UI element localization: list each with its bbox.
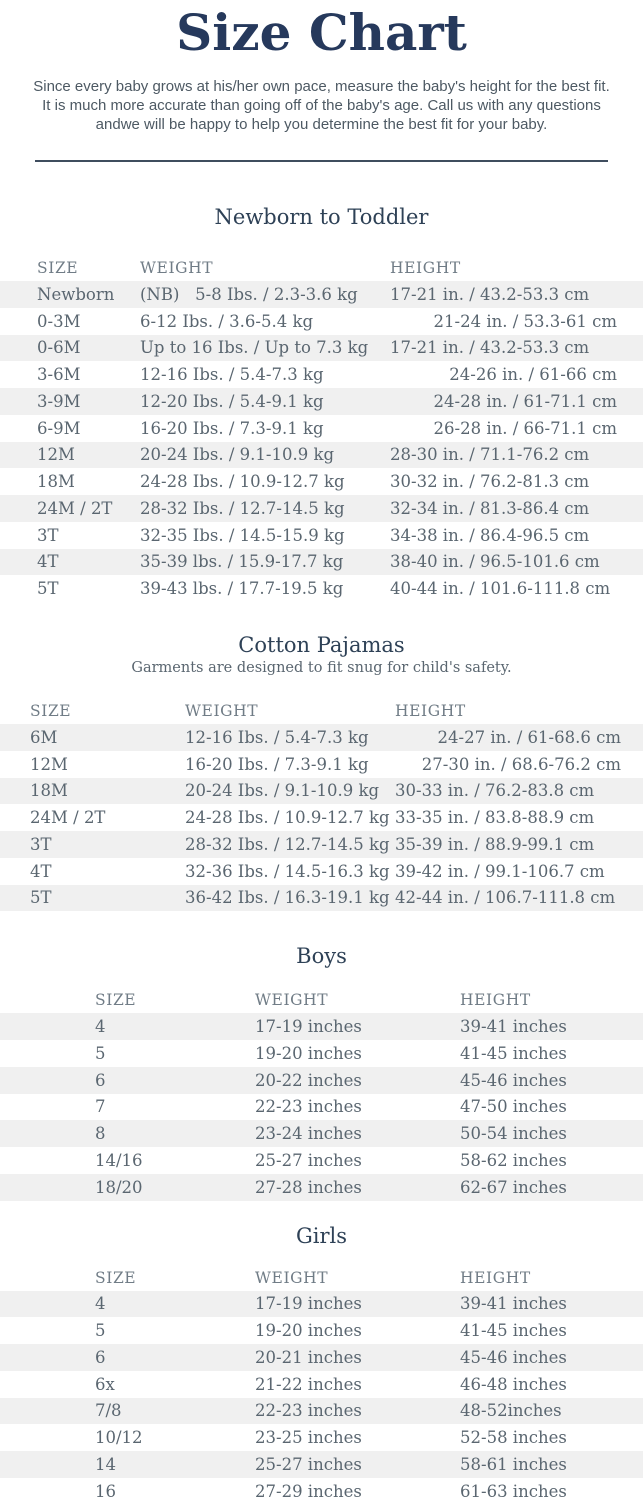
table-row bbox=[0, 1317, 643, 1344]
size-cell: 6-9M bbox=[37, 418, 81, 438]
height-cell: 38-40 in. / 96.5-101.6 cm bbox=[390, 552, 600, 572]
height-cell: 41-45 inches bbox=[460, 1321, 567, 1341]
column-header-size: SIZE bbox=[95, 1268, 137, 1287]
height-cell: 34-38 in. / 86.4-96.5 cm bbox=[390, 525, 590, 545]
table-row bbox=[0, 1147, 643, 1174]
size-tables bbox=[0, 204, 643, 1505]
table-row bbox=[0, 858, 643, 885]
table-row bbox=[0, 415, 643, 442]
table-row bbox=[0, 1040, 643, 1067]
size-cell: 18M bbox=[37, 472, 75, 492]
weight-cell: 25-27 inches bbox=[255, 1150, 362, 1170]
height-cell: 46-48 inches bbox=[460, 1374, 567, 1394]
column-header-weight: WEIGHT bbox=[255, 1268, 329, 1287]
table-row bbox=[0, 388, 643, 415]
size-cell: 6 bbox=[95, 1070, 106, 1090]
table-row bbox=[0, 724, 643, 751]
column-header-weight: WEIGHT bbox=[140, 259, 214, 277]
weight-cell: 19-20 inches bbox=[255, 1043, 362, 1063]
weight-cell: 32-36 Ibs. / 14.5-16.3 kg bbox=[185, 861, 390, 881]
weight-cell: Up to 16 Ibs. / Up to 7.3 kg bbox=[140, 338, 369, 358]
weight-cell: 12-20 Ibs. / 5.4-9.1 kg bbox=[140, 391, 324, 411]
height-cell: 50-54 inches bbox=[460, 1124, 567, 1144]
height-cell: 40-44 in. / 101.6-111.8 cm bbox=[390, 579, 611, 599]
table-row bbox=[0, 1478, 643, 1505]
table-row bbox=[0, 1398, 643, 1425]
column-header-height: HEIGHT bbox=[395, 702, 466, 720]
weight-cell: (NB) 5-8 Ibs. / 2.3-3.6 kg bbox=[140, 284, 358, 304]
weight-cell: 20-24 Ibs. / 9.1-10.9 kg bbox=[185, 781, 380, 801]
table-row bbox=[0, 1013, 643, 1040]
size-cell: 3-6M bbox=[37, 365, 81, 385]
height-cell: 21-24 in. / 53.3-61 cm bbox=[433, 311, 617, 331]
weight-cell: 22-23 inches bbox=[255, 1401, 362, 1421]
height-cell: 61-63 inches bbox=[460, 1481, 567, 1501]
table-row bbox=[0, 468, 643, 495]
weight-cell: 12-16 Ibs. / 5.4-7.3 kg bbox=[185, 727, 369, 747]
weight-cell: 25-27 inches bbox=[255, 1454, 362, 1474]
intro-text bbox=[0, 77, 643, 134]
height-cell: 26-28 in. / 66-71.1 cm bbox=[433, 418, 617, 438]
size-cell: 24M / 2T bbox=[37, 498, 113, 518]
table-row bbox=[0, 1120, 643, 1147]
intro-line: andwe will be happy to help you determine the best fit for your baby. bbox=[95, 116, 548, 133]
size-cell: 4 bbox=[95, 1294, 106, 1314]
height-cell: 27-30 in. / 68.6-76.2 cm bbox=[421, 754, 621, 774]
column-header-weight: WEIGHT bbox=[185, 702, 259, 720]
table-row bbox=[0, 831, 643, 858]
weight-cell: 22-23 inches bbox=[255, 1097, 362, 1117]
weight-cell: 16-20 Ibs. / 7.3-9.1 kg bbox=[140, 418, 324, 438]
size-cell: 5T bbox=[37, 579, 59, 599]
weight-cell: 16-20 Ibs. / 7.3-9.1 kg bbox=[185, 754, 369, 774]
section-cotton-pajamas bbox=[0, 632, 643, 911]
height-cell: 32-34 in. / 81.3-86.4 cm bbox=[390, 498, 590, 518]
table-row bbox=[0, 778, 643, 805]
weight-cell: 28-32 Ibs. / 12.7-14.5 kg bbox=[140, 498, 345, 518]
intro-line: It is much more accurate than going off of the baby's age. Call us with any questions bbox=[42, 97, 601, 114]
height-cell: 58-62 inches bbox=[460, 1150, 567, 1170]
height-cell: 48-52inches bbox=[460, 1401, 562, 1421]
column-header-size: SIZE bbox=[37, 259, 79, 277]
intro-line: Since every baby grows at his/her own pace, measure the baby's height for the best fit. bbox=[33, 78, 610, 95]
height-cell: 47-50 inches bbox=[460, 1097, 567, 1117]
weight-cell: 23-24 inches bbox=[255, 1124, 362, 1144]
height-cell: 35-39 in. / 88.9-99.1 cm bbox=[395, 834, 595, 854]
size-cell: 4T bbox=[37, 552, 59, 572]
size-cell: 0-6M bbox=[37, 338, 81, 358]
height-cell: 42-44 in. / 106.7-111.8 cm bbox=[395, 888, 616, 908]
table-header-row bbox=[0, 1265, 643, 1291]
table-row bbox=[0, 885, 643, 912]
height-cell: 39-42 in. / 99.1-106.7 cm bbox=[395, 861, 605, 881]
size-cell: 10/12 bbox=[95, 1428, 143, 1448]
weight-cell: 28-32 Ibs. / 12.7-14.5 kg bbox=[185, 834, 390, 854]
section-heading-boys: Boys bbox=[296, 944, 347, 969]
height-cell: 24-26 in. / 61-66 cm bbox=[449, 365, 617, 385]
height-cell: 39-41 inches bbox=[460, 1294, 567, 1314]
size-cell: 5T bbox=[30, 888, 52, 908]
table-row bbox=[0, 308, 643, 335]
weight-cell: 12-16 Ibs. / 5.4-7.3 kg bbox=[140, 365, 324, 385]
height-cell: 52-58 inches bbox=[460, 1428, 567, 1448]
weight-cell: 20-24 Ibs. / 9.1-10.9 kg bbox=[140, 445, 335, 465]
height-cell: 17-21 in. / 43.2-53.3 cm bbox=[390, 284, 590, 304]
size-cell: 7 bbox=[95, 1097, 106, 1117]
section-subtitle-cotton-pajamas: Garments are designed to fit snug for child's safety. bbox=[131, 660, 512, 676]
weight-cell: 17-19 inches bbox=[255, 1294, 362, 1314]
height-cell: 62-67 inches bbox=[460, 1177, 567, 1197]
table-row bbox=[0, 281, 643, 308]
table-header-row bbox=[0, 698, 643, 724]
table-header-row bbox=[0, 987, 643, 1013]
table-row bbox=[0, 361, 643, 388]
weight-cell: 17-19 inches bbox=[255, 1017, 362, 1037]
size-cell: 16 bbox=[95, 1481, 116, 1501]
table-row bbox=[0, 751, 643, 778]
size-cell: 8 bbox=[95, 1124, 106, 1144]
size-cell: 3T bbox=[30, 834, 52, 854]
size-cell: 6M bbox=[30, 727, 58, 747]
size-cell: Newborn bbox=[37, 284, 115, 304]
page-title: Size Chart bbox=[176, 3, 467, 62]
height-cell: 58-61 inches bbox=[460, 1454, 567, 1474]
size-cell: 5 bbox=[95, 1321, 106, 1341]
size-cell: 14/16 bbox=[95, 1150, 143, 1170]
section-heading-girls: Girls bbox=[295, 1223, 348, 1248]
size-cell: 24M / 2T bbox=[30, 808, 106, 828]
column-header-height: HEIGHT bbox=[460, 991, 531, 1010]
size-cell: 6 bbox=[95, 1347, 106, 1367]
size-cell: 12M bbox=[37, 445, 75, 465]
section-heading-cotton-pajamas: Cotton Pajamas bbox=[238, 633, 405, 657]
column-header-height: HEIGHT bbox=[390, 259, 461, 277]
table-row bbox=[0, 335, 643, 362]
height-cell: 30-33 in. / 76.2-83.8 cm bbox=[395, 781, 595, 801]
table-row bbox=[0, 575, 643, 602]
table-row bbox=[0, 442, 643, 469]
size-cell: 7/8 bbox=[95, 1401, 122, 1421]
size-cell: 5 bbox=[95, 1043, 106, 1063]
height-cell: 45-46 inches bbox=[460, 1070, 567, 1090]
weight-cell: 27-29 inches bbox=[255, 1481, 362, 1501]
section-newborn-to-toddler bbox=[0, 204, 643, 602]
table-row bbox=[0, 1291, 643, 1318]
table-row bbox=[0, 1344, 643, 1371]
table-row bbox=[0, 1094, 643, 1121]
weight-cell: 39-43 lbs. / 17.7-19.5 kg bbox=[140, 579, 344, 599]
height-cell: 39-41 inches bbox=[460, 1017, 567, 1037]
weight-cell: 20-22 inches bbox=[255, 1070, 362, 1090]
section-heading-newborn-to-toddler: Newborn to Toddler bbox=[214, 205, 429, 229]
size-cell: 12M bbox=[30, 754, 68, 774]
size-cell: 14 bbox=[95, 1454, 116, 1474]
size-cell: 4T bbox=[30, 861, 52, 881]
size-cell: 18M bbox=[30, 781, 68, 801]
table-row bbox=[0, 1067, 643, 1094]
weight-cell: 24-28 Ibs. / 10.9-12.7 kg bbox=[140, 472, 345, 492]
weight-cell: 19-20 inches bbox=[255, 1321, 362, 1341]
weight-cell: 6-12 Ibs. / 3.6-5.4 kg bbox=[140, 311, 314, 331]
section-girls bbox=[0, 1223, 643, 1505]
weight-cell: 27-28 inches bbox=[255, 1177, 362, 1197]
size-cell: 0-3M bbox=[37, 311, 81, 331]
column-header-weight: WEIGHT bbox=[255, 991, 329, 1010]
table-row bbox=[0, 522, 643, 549]
height-cell: 41-45 inches bbox=[460, 1043, 567, 1063]
table-row bbox=[0, 1451, 643, 1478]
size-cell: 18/20 bbox=[95, 1177, 143, 1197]
height-cell: 24-27 in. / 61-68.6 cm bbox=[437, 727, 621, 747]
weight-cell: 36-42 Ibs. / 16.3-19.1 kg bbox=[185, 888, 390, 908]
weight-cell: 24-28 Ibs. / 10.9-12.7 kg bbox=[185, 808, 390, 828]
weight-cell: 32-35 Ibs. / 14.5-15.9 kg bbox=[140, 525, 345, 545]
weight-cell: 20-21 inches bbox=[255, 1347, 362, 1367]
size-cell: 4 bbox=[95, 1017, 106, 1037]
table-row bbox=[0, 549, 643, 576]
height-cell: 45-46 inches bbox=[460, 1347, 567, 1367]
weight-cell: 35-39 lbs. / 15.9-17.7 kg bbox=[140, 552, 344, 572]
size-cell: 6x bbox=[95, 1374, 115, 1394]
table-row bbox=[0, 495, 643, 522]
table-row bbox=[0, 1424, 643, 1451]
divider-line bbox=[35, 160, 608, 162]
table-row bbox=[0, 804, 643, 831]
height-cell: 24-28 in. / 61-71.1 cm bbox=[433, 391, 617, 411]
height-cell: 33-35 in. / 83.8-88.9 cm bbox=[395, 808, 595, 828]
size-cell: 3-9M bbox=[37, 391, 81, 411]
height-cell: 28-30 in. / 71.1-76.2 cm bbox=[390, 445, 590, 465]
weight-cell: 23-25 inches bbox=[255, 1428, 362, 1448]
size-cell: 3T bbox=[37, 525, 59, 545]
table-row bbox=[0, 1174, 643, 1201]
table-row bbox=[0, 1371, 643, 1398]
height-cell: 17-21 in. / 43.2-53.3 cm bbox=[390, 338, 590, 358]
column-header-height: HEIGHT bbox=[460, 1268, 531, 1287]
weight-cell: 21-22 inches bbox=[255, 1374, 362, 1394]
table-header-row bbox=[0, 255, 643, 281]
column-header-size: SIZE bbox=[95, 991, 137, 1010]
column-header-size: SIZE bbox=[30, 702, 72, 720]
height-cell: 30-32 in. / 76.2-81.3 cm bbox=[390, 472, 590, 492]
section-boys bbox=[0, 943, 643, 1200]
